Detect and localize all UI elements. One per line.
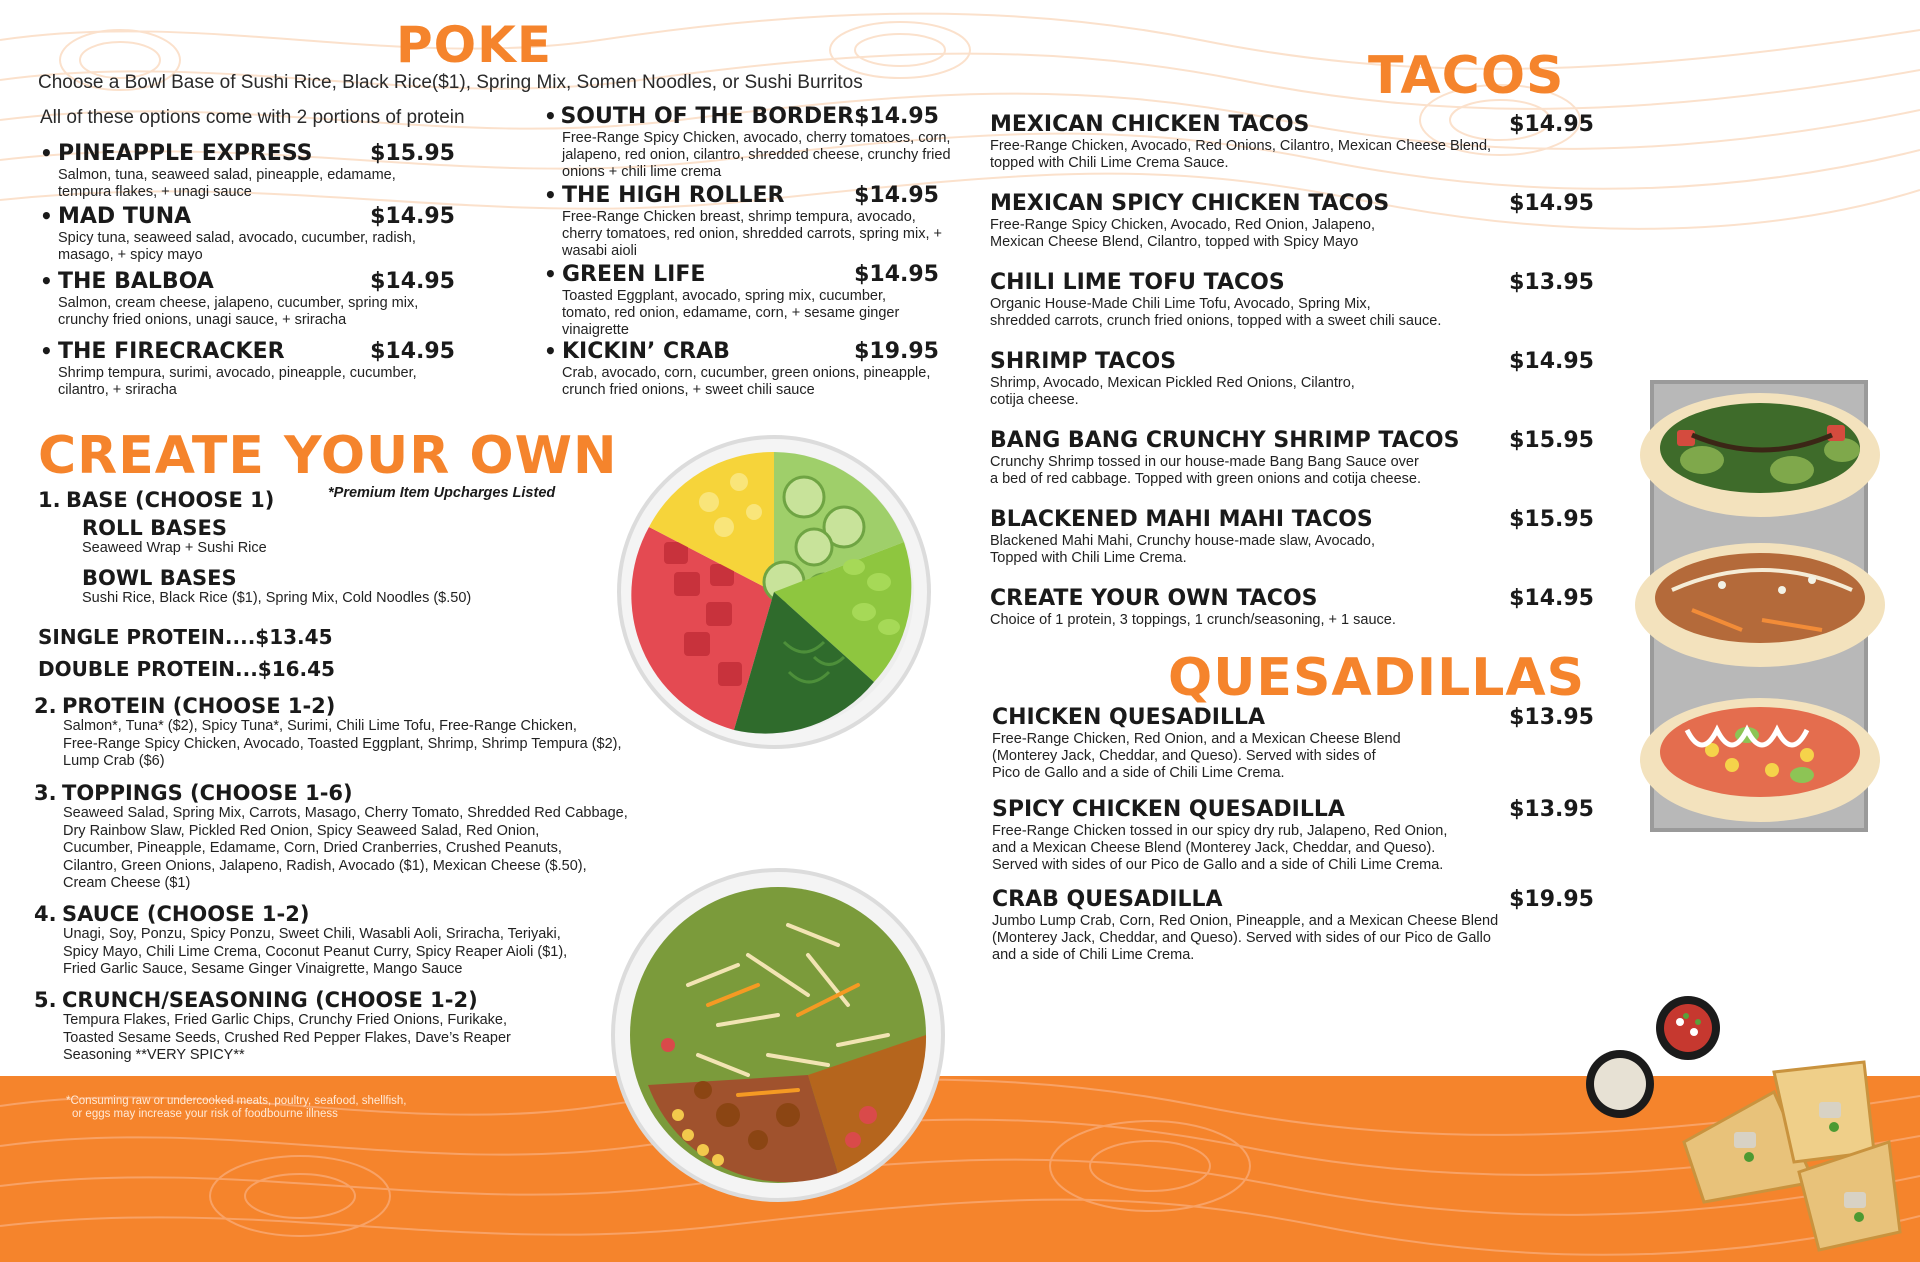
step-desc [63, 926, 694, 979]
item-name: KICKIN’ CRAB [562, 339, 730, 364]
item-name: THE HIGH ROLLER [562, 183, 785, 208]
burrito-bowl-image [608, 865, 948, 1205]
step-toppings [34, 781, 694, 893]
step-heading: PROTEIN (CHOOSE 1-2) [62, 694, 336, 718]
item-name: THE BALBOA [58, 269, 214, 294]
bowl-bases-desc: Sushi Rice, Black Rice ($1), Spring Mix, Cold Noodles ($.50) [82, 590, 472, 606]
step-line: Cream Cheese ($1) [63, 875, 191, 891]
poke-intro: Choose a Bowl Base of Sushi Rice, Black Rice($1), Spring Mix, Somen Noodles, or Sushi Burritos [38, 72, 863, 93]
tacos-image [1632, 380, 1888, 832]
poke-item: • THE BALBOA $14.95 Salmon, cream cheese, jalapeno, cucumber, spring mix, crunchy fried onions, unagi sauce, + sriracha [40, 269, 455, 328]
step-line: Tempura Flakes, Fried Garlic Chips, Crunchy Fried Onions, Furikake, [63, 1012, 508, 1028]
item-desc: Shrimp tempura, surimi, avocado, pineapple, cucumber, cilantro, + sriracha [58, 365, 417, 398]
item-name: THE FIRECRACKER [58, 339, 285, 364]
item-desc: Crab, avocado, corn, cucumber, green onions, pineapple, crunch fried onions, + sweet chili sauce [562, 365, 931, 398]
step-heading: BASE (CHOOSE 1) [66, 488, 275, 512]
taco-item [990, 507, 1594, 567]
poke-title: POKE [396, 16, 553, 74]
step-line: Unagi, Soy, Ponzu, Spicy Ponzu, Sweet Chili, Wasabli Aoli, Sriracha, Teriyaki, [63, 926, 561, 942]
item-desc: Free-Range Spicy Chicken, avocado, cherry tomatoes, corn, jalapeno, red onion, cilantro, shredded cheese, crunchy fried onions + chili lime crema [562, 130, 951, 180]
step-number: 4. [34, 902, 57, 926]
item-price: $13.95 [1509, 797, 1594, 822]
poke-item: • THE HIGH ROLLER $14.95 Free-Range Chicken breast, shrimp tempura, avocado, cherry tomatoes, red onion, shredded carrots, spring mix, + wasabi aioli [544, 183, 939, 260]
double-protein-price: DOUBLE PROTEIN...$16.45 [38, 657, 335, 681]
item-price: $19.95 [1509, 887, 1594, 912]
item-desc: Free-Range Chicken breast, shrimp tempura, avocado, cherry tomatoes, red onion, shredded carrots, spring mix, + wasabi aioli [562, 209, 942, 259]
poke-item: • GREEN LIFE $14.95 Toasted Eggplant, avocado, spring mix, cucumber, tomato, red onion, edamame, corn, + sesame ginger vinaigrette [544, 262, 939, 338]
item-price: $14.95 [1509, 191, 1594, 216]
item-desc-line: Organic House-Made Chili Lime Tofu, Avocado, Spring Mix, [990, 296, 1371, 312]
item-desc-line: Mexican Cheese Blend, Cilantro, topped with Spicy Mayo [990, 234, 1359, 250]
item-price: $14.95 [1509, 349, 1594, 374]
poke-item: • SOUTH OF THE BORDER $14.95 Free-Range Spicy Chicken, avocado, cherry tomatoes, corn, jalapeno, red onion, cilantro, shredded cheese, crunchy fried onions + chili lime crema [544, 104, 939, 181]
item-desc-line: (Monterey Jack, Cheddar, and Queso). Served with sides of [992, 748, 1376, 764]
item-desc: Toasted Eggplant, avocado, spring mix, cucumber, tomato, red onion, edamame, corn, + sesame ginger vinaigrette [562, 288, 900, 338]
item-desc-line: and a side of Chili Lime Crema. [992, 947, 1195, 963]
item-desc-line: a bed of red cabbage. Topped with green onions and cotija cheese. [990, 471, 1422, 487]
item-desc-line: Choice of 1 protein, 3 toppings, 1 crunch/seasoning, + 1 sauce. [990, 612, 1396, 628]
step-line: Fried Garlic Sauce, Sesame Ginger Vinaigrette, Mango Sauce [63, 961, 463, 977]
item-price: $14.95 [370, 204, 455, 229]
disclaimer [66, 1095, 407, 1121]
item-desc-line: Crunchy Shrimp tossed in our house-made Bang Bang Sauce over [990, 454, 1419, 470]
item-price: $14.95 [854, 262, 939, 287]
step-heading: SAUCE (CHOOSE 1-2) [62, 902, 310, 926]
item-name: SHRIMP TACOS [990, 349, 1177, 374]
item-desc-line: shredded carrots, crunch fried onions, topped with a sweet chili sauce. [990, 313, 1442, 329]
step-line: Cucumber, Pineapple, Edamame, Corn, Dried Cranberries, Crushed Peanuts, [63, 840, 562, 856]
item-price: $15.95 [370, 141, 455, 166]
step-line: Cilantro, Green Onions, Jalapeno, Radish, Avocado ($1), Mexican Cheese ($.50), [63, 857, 587, 874]
item-desc-line: Free-Range Spicy Chicken, Avocado, Red Onion, Jalapeno, [990, 217, 1376, 233]
item-desc-line: Jumbo Lump Crab, Corn, Red Onion, Pineapple, and a Mexican Cheese Blend [992, 913, 1499, 929]
item-price: $14.95 [370, 269, 455, 294]
item-desc-line: (Monterey Jack, Cheddar, and Queso). Served with sides of our Pico de Gallo [992, 930, 1491, 946]
item-name: CHILI LIME TOFU TACOS [990, 270, 1285, 295]
bowl-bases-heading: BOWL BASES [82, 566, 237, 590]
taco-item [990, 191, 1594, 251]
poke-item: • THE FIRECRACKER $14.95 Shrimp tempura, surimi, avocado, pineapple, cucumber, cilantro, + sriracha [40, 339, 455, 398]
step-line: Seasoning **VERY SPICY** [63, 1047, 245, 1063]
item-name: MAD TUNA [58, 204, 192, 229]
step-desc [63, 1012, 694, 1065]
step-number: 1. [38, 488, 61, 512]
item-price: $14.95 [370, 339, 455, 364]
bowl-bases [82, 566, 471, 606]
step-line: Free-Range Spicy Chicken, Avocado, Toasted Eggplant, Shrimp, Shrimp Tempura ($2), [63, 735, 622, 752]
step-line: Salmon*, Tuna* ($2), Spicy Tuna*, Surimi, Chili Lime Tofu, Free-Range Chicken, [63, 718, 577, 734]
item-price: $13.95 [1509, 705, 1594, 730]
item-desc-line: Blackened Mahi Mahi, Crunchy house-made slaw, Avocado, [990, 533, 1376, 549]
step-heading: CRUNCH/SEASONING (CHOOSE 1-2) [62, 988, 478, 1012]
item-name: BANG BANG CRUNCHY SHRIMP TACOS [990, 428, 1460, 453]
item-desc: Spicy tuna, seaweed salad, avocado, cucumber, radish, masago, + spicy mayo [58, 230, 416, 263]
item-price: $14.95 [1509, 586, 1594, 611]
item-name: CHICKEN QUESADILLA [992, 705, 1266, 730]
item-desc-line: Free-Range Chicken tossed in our spicy dry rub, Jalapeno, Red Onion, [992, 823, 1448, 839]
taco-item [990, 349, 1594, 409]
step-line: Lump Crab ($6) [63, 753, 165, 769]
item-desc-line: Topped with Chili Lime Crema. [990, 550, 1187, 566]
step-number: 2. [34, 694, 57, 718]
taco-item [990, 270, 1594, 330]
poke-bowl-image [614, 432, 934, 752]
item-desc-line: Free-Range Chicken, Red Onion, and a Mexican Cheese Blend [992, 731, 1401, 747]
roll-bases-desc: Seaweed Wrap + Sushi Rice [82, 540, 267, 556]
tacos-title: TACOS [1368, 46, 1565, 106]
quesadilla-item [992, 705, 1594, 782]
quesadilla-image [1544, 992, 1920, 1262]
item-name: PINEAPPLE EXPRESS [58, 141, 313, 166]
item-name: SOUTH OF THE BORDER [560, 104, 855, 129]
quesadilla-item [992, 887, 1594, 964]
premium-note: *Premium Item Upcharges Listed [328, 485, 556, 501]
step-sauce [34, 902, 694, 979]
item-desc-line: Served with sides of our Pico de Gallo and a side of Chili Lime Crema. [992, 857, 1444, 873]
step-crunch [34, 988, 694, 1065]
item-desc-line: and a Mexican Cheese Blend (Monterey Jack, Cheddar, and Queso). [992, 840, 1436, 856]
item-name: BLACKENED MAHI MAHI TACOS [990, 507, 1373, 532]
poke-item: • MAD TUNA $14.95 Spicy tuna, seaweed salad, avocado, cucumber, radish, masago, + spicy mayo [40, 204, 455, 263]
item-price: $14.95 [854, 104, 939, 129]
quesadillas-title: QUESADILLAS [1168, 648, 1586, 708]
step-number: 5. [34, 988, 57, 1012]
item-name: GREEN LIFE [562, 262, 706, 287]
item-desc-line: Pico de Gallo and a side of Chili Lime Crema. [992, 765, 1285, 781]
item-price: $15.95 [1509, 507, 1594, 532]
item-desc-line: cotija cheese. [990, 392, 1079, 408]
step-number: 3. [34, 781, 57, 805]
step-desc [63, 718, 694, 771]
step-line: Dry Rainbow Slaw, Pickled Red Onion, Spicy Seaweed Salad, Red Onion, [63, 822, 540, 839]
item-name: SPICY CHICKEN QUESADILLA [992, 797, 1345, 822]
item-price: $13.95 [1509, 270, 1594, 295]
item-name: CREATE YOUR OWN TACOS [990, 586, 1318, 611]
disclaimer-line: *Consuming raw or undercooked meats, poultry, seafood, shellfish, [66, 1095, 407, 1107]
taco-item [990, 428, 1594, 488]
item-desc: Salmon, tuna, seaweed salad, pineapple, edamame, tempura flakes, + unagi sauce [58, 167, 396, 200]
step-line: Toasted Sesame Seeds, Crushed Red Pepper Flakes, Dave’s Reaper [63, 1029, 511, 1046]
item-price: $14.95 [854, 183, 939, 208]
item-price: $14.95 [1509, 112, 1594, 137]
item-desc: Salmon, cream cheese, jalapeno, cucumber, spring mix, crunchy fried onions, unagi sauce, + sriracha [58, 295, 419, 328]
poke-item: • PINEAPPLE EXPRESS $15.95 Salmon, tuna, seaweed salad, pineapple, edamame, tempura flakes, + unagi sauce [40, 141, 455, 200]
item-desc-line: Shrimp, Avocado, Mexican Pickled Red Onions, Cilantro, [990, 375, 1355, 391]
step-protein [34, 694, 694, 771]
taco-item [990, 586, 1594, 629]
item-name: MEXICAN CHICKEN TACOS [990, 112, 1310, 137]
item-price: $15.95 [1509, 428, 1594, 453]
quesadilla-item [992, 797, 1594, 874]
step-heading: TOPPINGS (CHOOSE 1-6) [62, 781, 353, 805]
step-line: Seaweed Salad, Spring Mix, Carrots, Masago, Cherry Tomato, Shredded Red Cabbage, [63, 805, 628, 821]
disclaimer-line: or eggs may increase your risk of foodbourne illness [72, 1108, 338, 1120]
step-line: Spicy Mayo, Chili Lime Crema, Coconut Peanut Curry, Spicy Reaper Aioli ($1), [63, 943, 568, 960]
roll-bases-heading: ROLL BASES [82, 516, 227, 540]
item-desc-line: Free-Range Chicken, Avocado, Red Onions, Cilantro, Mexican Cheese Blend, [990, 138, 1492, 154]
poke-item: • KICKIN’ CRAB $19.95 Crab, avocado, corn, cucumber, green onions, pineapple, crunch fried onions, + sweet chili sauce [544, 339, 939, 398]
item-name: MEXICAN SPICY CHICKEN TACOS [990, 191, 1390, 216]
create-your-own-title: CREATE YOUR OWN [38, 426, 618, 486]
single-protein-price: SINGLE PROTEIN....$13.45 [38, 625, 333, 649]
step-desc [63, 805, 694, 893]
roll-bases [82, 516, 267, 556]
item-name: CRAB QUESADILLA [992, 887, 1223, 912]
taco-item [990, 112, 1594, 172]
step-base [38, 488, 274, 512]
item-desc-line: topped with Chili Lime Crema Sauce. [990, 155, 1229, 171]
item-price: $19.95 [854, 339, 939, 364]
poke-note: All of these options come with 2 portions of protein [40, 107, 465, 128]
